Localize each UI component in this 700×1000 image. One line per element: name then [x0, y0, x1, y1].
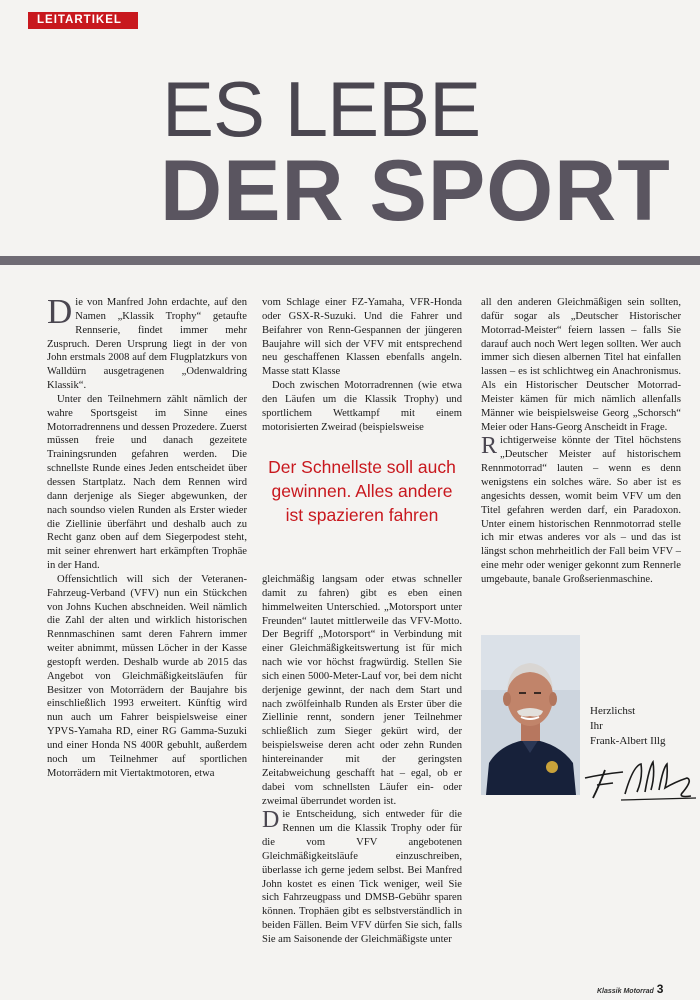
article-column-2-top	[262, 296, 462, 446]
paragraph-text: ie Entscheidung, sich entweder für die Rennen um die Klassik Trophy oder für die vom VFV angebotenen Gleichmäßigkeitsläufe einzuschreiben, überlasse ich gerne jedem selbst. Bei Manfred John kostet es einen Tick weniger, weil Sie sich Fahrzeugpass und DMSB-Gebühr sparen können. Trophäen gibt es selbstverständlich in beiden Fällen. Beim VFV dürfen Sie sich, falls Sie am Saisonende der Gleichmäßigste unter	[262, 809, 462, 945]
paragraph-text: ie von Manfred John erdachte, auf den Namen „Klassik Trophy“ getaufte Rennserie, findet immer mehr Zuspruch. Deren Ursprung liegt in der von John erstmals 2008 auf dem Flugplatzkurs von Walldürn ausgetragenen „Odenwaldring Klassik“.	[47, 297, 247, 392]
author-photo	[481, 635, 580, 795]
paragraph	[262, 808, 462, 946]
headline-divider	[0, 256, 700, 265]
signoff-your: Ihr	[590, 720, 603, 732]
paragraph: all den anderen Gleichmäßigen sein sollten, dafür sogar als „Deutscher Historischer Motorrad-Meister“ feiern lassen – falls Sie darauf auch noch Wert legen sollten. Wer auch immer sich diesen albernen Titel hat einfallen lassen – es ist schlichtweg ein Anachronismus. Als ein Historischer Deutscher Motorrad-Meister kämen für mich nämlich allenfalls Männer wie beispielsweise Georg „Schorsch“ Meier oder Hans-Georg Anscheidt in Frage.	[481, 297, 681, 433]
author-portrait-illustration	[481, 635, 580, 795]
article-column-1	[47, 296, 247, 801]
paragraph: vom Schlage einer FZ-Yamaha, VFR-Honda oder GSX-R-Suzuki. Und die Fahrer und Beifahrer von Renn-Gespannen der jüngeren Baujahre will sich der VFV mit entsprechend neu geschaffenen Klassen ebenfalls angeln. Masse statt Klasse	[262, 297, 462, 378]
article-column-2-bottom	[262, 573, 462, 971]
pull-quote: Der Schnellste soll auch gewinnen. Alles andere ist spazieren fahren	[268, 457, 456, 525]
section-label: LEITARTIKEL	[28, 12, 138, 29]
article-column-3-top	[481, 296, 681, 628]
author-signoff	[590, 704, 690, 749]
drop-cap: D	[262, 807, 280, 834]
paragraph: gleichmäßig langsam oder etwas schneller damit zu fahren) gibt es eben einen himmelweiten Unterschied. „Motorsport unter Freunden“ lautet mittlerweile das VFV-Motto. Der Begriff „Motorsport“ in Verbindung mit einer Gleichmäßigkeitswertung ist für mich nach wie vor höchst fragwürdig. Stellen Sie sich einen 5000-Meter-Lauf vor, bei dem nicht derjenige gewinnt, der nach dem Start und nach zwölfeinhalb Runden als Erster über die Ziellinie rennt, sondern jener Teilnehmer schließlich zum Sieger gekürt wird, der beispielsweise deren acht oder zehn Runden hintereinander mit der geringsten Zeitabweichung geschafft hat – egal, ob er dabei vom schnellsten Läufer ein- oder zweimal überrundet worden ist.	[262, 574, 462, 807]
signoff-greeting: Herzlichst	[590, 705, 636, 717]
paragraph-intro	[47, 296, 247, 393]
paragraph	[481, 434, 681, 586]
page-footer	[597, 980, 663, 998]
headline-line-2: DER SPORT	[160, 143, 671, 239]
headline-line-1: ES LEBE	[162, 65, 481, 153]
author-name: Frank-Albert Illg	[590, 735, 666, 747]
paragraph: Offensichtlich will sich der Veteranen-Fahrzeug-Verband (VFV) nun ein Stückchen von Johns Kuchen abschneiden. Weil nämlich die Zahl der alten und wirklich historischen Rennmaschinen samt deren Fahrern immer weiter abnimmt, müssen Löcher in der Kasse gestopft werden. Deshalb wurde ab 2015 das Angebot von Gleichmäßigkeitsläufen für Besitzer von Motorrädern der Baujahre bis einschließlich 1993 erweitert. Künftig wird nun auch um Fahrer beispielsweise einer YPVS-Yamaha RD, einer RG Gamma-Suzuki und einer Honda NS 400R gebuhlt, außerdem noch um Teilnehmer auf sportlichen Motorrädern mit Viertaktmotoren, etwa	[47, 573, 247, 779]
drop-cap: D	[47, 296, 73, 331]
paragraph-text: ichtigerweise könnte der Titel höchstens „Deutscher Meister auf historischem Rennmotorrad“ lauten – wenn es denn wenigstens ein solches wäre. So aber ist es angesichts dessen, womit beim VFV um den Titel gefahren werden darf, ein Paradoxon. Unter einem historischen Rennmotorrad stelle ich mir etwas anderes vor als – und das ist längst schon mehrheitlich der Fall beim VFV – eine mehr oder weniger gekonnt zum Rennerle umgebaute, banale Großserienmaschine.	[481, 435, 681, 585]
drop-cap: R	[481, 433, 498, 460]
page-number: 3	[656, 982, 664, 996]
handwritten-signature	[583, 758, 698, 804]
paragraph: Unter den Teilnehmern zählt nämlich der wahre Sportsgeist im Sinne eines Motorradrennens und dessen Prozedere. Zuerst müssen freie und danach gezeitete Trainingsrunden gefahren werden. Die schnellste Runde eines Jeden entscheidet über dessen Startplatz. Nach dem Rennen wird dann derjenige als Sieger abgewunken, der nach soundso vielen Runden als Erster wieder die Ziellinie überfährt und deshalb auch zu Recht ganz oben auf dem Siegerpodest steht, mit seiner ehrenwert hart erkämpften Trophäe in der Hand.	[47, 393, 247, 572]
magazine-name: Klassik Motorrad	[597, 988, 654, 995]
paragraph: Doch zwischen Motorradrennen (wie etwa den Läufen um die Klassik Trophy) und sportlichem Wettkampf mit einem motorisierten Zweirad (beispielsweise	[262, 380, 462, 433]
